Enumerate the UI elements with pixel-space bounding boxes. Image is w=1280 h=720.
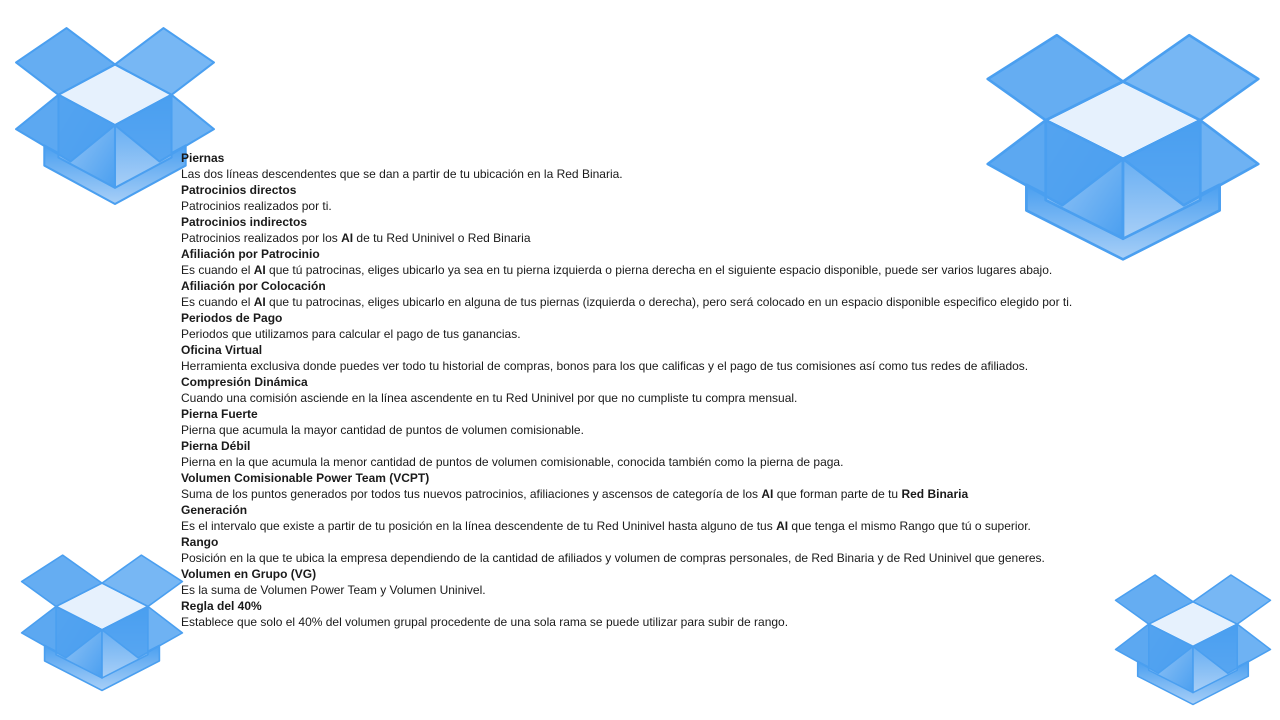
glossary-term: Regla del 40% <box>181 599 262 613</box>
definition-bold-segment: AI <box>253 295 266 309</box>
definition-segment: Es cuando el <box>181 295 254 309</box>
definition-segment: Patrocinios realizados por ti. <box>181 199 332 213</box>
definition-segment: Herramienta exclusiva donde puedes ver todo tu historial de compras, bonos para los que calificas y el pago de tus comisiones así como tus redes de afiliados. <box>181 359 1029 373</box>
glossary-definition <box>181 390 1271 406</box>
glossary-definition <box>181 262 1271 278</box>
glossary-definition <box>181 454 1271 470</box>
glossary-definition <box>181 550 1271 566</box>
glossary-definition <box>181 582 1271 598</box>
glossary-definition <box>181 614 1271 630</box>
definition-segment: Pierna que acumula la mayor cantidad de puntos de volumen comisionable. <box>181 423 584 437</box>
glossary-definition <box>181 294 1271 310</box>
glossary-term: Patrocinios directos <box>181 183 297 197</box>
definition-segment: Suma de los puntos generados por todos tus nuevos patrocinios, afiliaciones y ascensos de categoría de los <box>181 487 762 501</box>
definition-bold-segment: AI <box>341 231 354 245</box>
definition-segment: Periodos que utilizamos para calcular el pago de tus ganancias. <box>181 327 521 341</box>
definition-segment: Patrocinios realizados por los <box>181 231 342 245</box>
glossary-term: Periodos de Pago <box>181 311 283 325</box>
glossary-definition <box>181 166 1271 182</box>
glossary-definition <box>181 358 1271 374</box>
definition-segment: Las dos líneas descendentes que se dan a partir de tu ubicación en la Red Binaria. <box>181 167 623 181</box>
definition-segment: que tenga el mismo Rango que tú o superior. <box>788 519 1031 533</box>
glossary-definition <box>181 230 1271 246</box>
definition-segment: Es la suma de Volumen Power Team y Volumen Uninivel. <box>181 583 486 597</box>
definition-bold-segment: AI <box>253 263 266 277</box>
glossary-definition <box>181 486 1271 502</box>
definition-segment: que tu patrocinas, eliges ubicarlo en alguna de tus piernas (izquierda o derecha), pero será colocado en un espacio disponible especifico elegido por ti. <box>265 295 1073 309</box>
definition-segment: Es el intervalo que existe a partir de tu posición en la línea descendente de tu Red Uninivel hasta alguno de tus <box>181 519 777 533</box>
glossary-definition <box>181 198 1271 214</box>
definition-segment: Posición en la que te ubica la empresa dependiendo de la cantidad de afiliados y volumen de compras personales, de Red Binaria y de Red Uninivel que generes. <box>181 551 1045 565</box>
glossary-term: Pierna Fuerte <box>181 407 258 421</box>
glossary-term: Patrocinios indirectos <box>181 215 308 229</box>
glossary-term: Afiliación por Patrocinio <box>181 247 320 261</box>
glossary-definition <box>181 326 1271 342</box>
glossary-term: Oficina Virtual <box>181 343 263 357</box>
glossary-term: Generación <box>181 503 248 517</box>
glossary-term: Afiliación por Colocación <box>181 279 326 293</box>
definition-segment: Es cuando el <box>181 263 254 277</box>
definition-segment: Cuando una comisión asciende en la línea ascendente en tu Red Uninivel por que no cumpliste tu compra mensual. <box>181 391 798 405</box>
definition-bold-segment: AI <box>761 487 774 501</box>
definition-bold-segment: Red Binaria <box>901 487 969 501</box>
glossary-definition <box>181 518 1271 534</box>
definition-segment: Pierna en la que acumula la menor cantidad de puntos de volumen comisionable, conocida también como la pierna de paga. <box>181 455 844 469</box>
glossary-term: Volumen en Grupo (VG) <box>181 567 317 581</box>
definition-segment: que tú patrocinas, eliges ubicarlo ya sea en tu pierna izquierda o pierna derecha en el siguiente espacio disponible, puede ser varios lugares abajo. <box>265 263 1053 277</box>
glossary-term: Pierna Débil <box>181 439 251 453</box>
definition-segment: Establece que solo el 40% del volumen grupal procedente de una sola rama se puede utilizar para subir de rango. <box>181 615 789 629</box>
glossary-term: Volumen Comisionable Power Team (VCPT) <box>181 471 430 485</box>
definition-segment: de tu Red Uninivel o Red Binaria <box>353 231 531 245</box>
glossary-term: Compresión Dinámica <box>181 375 308 389</box>
definition-segment: que forman parte de tu <box>773 487 902 501</box>
glossary-term: Piernas <box>181 151 225 165</box>
open-box-icon <box>20 552 184 692</box>
glossary <box>181 150 1271 630</box>
glossary-term: Rango <box>181 535 219 549</box>
glossary-definition <box>181 422 1271 438</box>
definition-bold-segment: AI <box>776 519 789 533</box>
